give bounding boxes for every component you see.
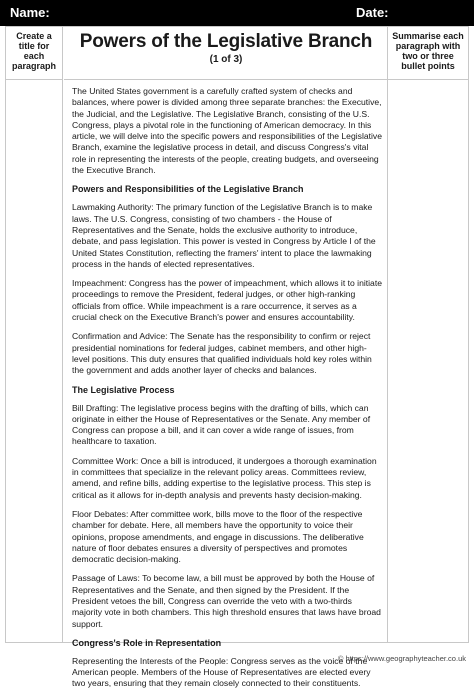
right-summary-column — [387, 27, 468, 642]
title-box — [64, 27, 388, 80]
left-column-heading: Create a title for each paragraph — [6, 27, 62, 80]
paragraph: Impeachment: Congress has the power of impeachment, which allows it to initiate proceedings to remove the President, federal judges, or other high-ranking officials from office. While impeachment is a rare occurrence, it serves as a crucial check on the Executive Branch's power and ensures accountability. — [72, 278, 383, 323]
header-bar — [0, 0, 474, 26]
article-body — [64, 80, 388, 690]
section-heading: Congress's Role in Representation — [72, 637, 222, 648]
date-label: Date: — [356, 5, 389, 20]
paragraph: Confirmation and Advice: The Senate has the responsibility to confirm or reject presidential nominations for federal judges, cabinet members, and other high-level positions. This duty ensures that qualified individuals hold key roles within the government and adds another layer of checks and balances. — [72, 331, 372, 376]
page-subtitle: (1 of 3) — [209, 54, 243, 65]
section-heading: Powers and Responsibilities of the Legislative Branch — [72, 184, 304, 195]
article-column — [64, 27, 388, 689]
intro-paragraph: The United States government is a carefully crafted system of checks and balances, where power is divided among three separate branches: the Executive, the Judicial, and the Legislative. The Legislative Branch, consisting of the U.S. Congress, plays a pivotal role in the functioning of American democracy. In this article, we will delve into the specific powers and responsibilities of the Legislative Branch, examine the legislative process in detail, and discuss Congress's vital role in representing the interests of the people, creating budgets, and overseeing the Executive Branch. — [72, 86, 383, 176]
footer-copyright: © https://www.geographyteacher.co.uk — [337, 654, 466, 663]
left-title-column — [6, 27, 63, 642]
paragraph: Floor Debates: After committee work, bills move to the floor of the respective chamber for debate. Here, all members have the opportunity to voice their opinions, propose amendments, and engage in discussions. The deliberative nature of floor debates ensures a diversity of perspectives and promotes democratic decision-making. — [72, 508, 364, 565]
page-title: Powers of the Legislative Branch — [79, 31, 373, 52]
paragraph: Lawmaking Authority: The primary function of the Legislative Branch is to make laws. The U.S. Congress, consisting of two chambers - the House of Representatives and the Senate, holds the exclusive authority to introduce, debate, and pass legislation. This power is vested in Congress by Article I of the United States Constitution, reflecting the framers' intent to place the lawmaking process in the hands of elected representatives. — [72, 202, 376, 269]
paragraph: Passage of Laws: To become law, a bill must be approved by both the House of Representatives and the Senate, and then signed by the President. If the President vetoes the bill, Congress can override the veto with a two-thirds majority vote in both chambers. This high threshold ensures that laws have broad support. — [72, 573, 381, 629]
paragraph: Committee Work: Once a bill is introduced, it undergoes a thorough examination in committees that specialize in the relevant policy areas. Committees review, amend, and refine bills, adding expertise to the legislative process. This step is critical as it allows for in-depth analysis and prevents hasty decision-making. — [72, 455, 377, 500]
paragraph: Representing the Interests of the People: Congress serves as the voice of the American people. Members of the House of Representatives are elected every two years, ensuring that they remain closely connected to their constituents. — [72, 655, 371, 689]
right-column-heading: Summarise each paragraph with two or three bullet points — [388, 27, 468, 80]
name-label: Name: — [10, 5, 50, 20]
section-heading: The Legislative Process — [72, 384, 175, 395]
paragraph: Bill Drafting: The legislative process begins with the drafting of bills, which can originate in either the House of Representatives or the Senate. Any member of Congress can propose a bill, and it can cover a wide range of issues, from healthcare to taxation. — [72, 402, 371, 447]
